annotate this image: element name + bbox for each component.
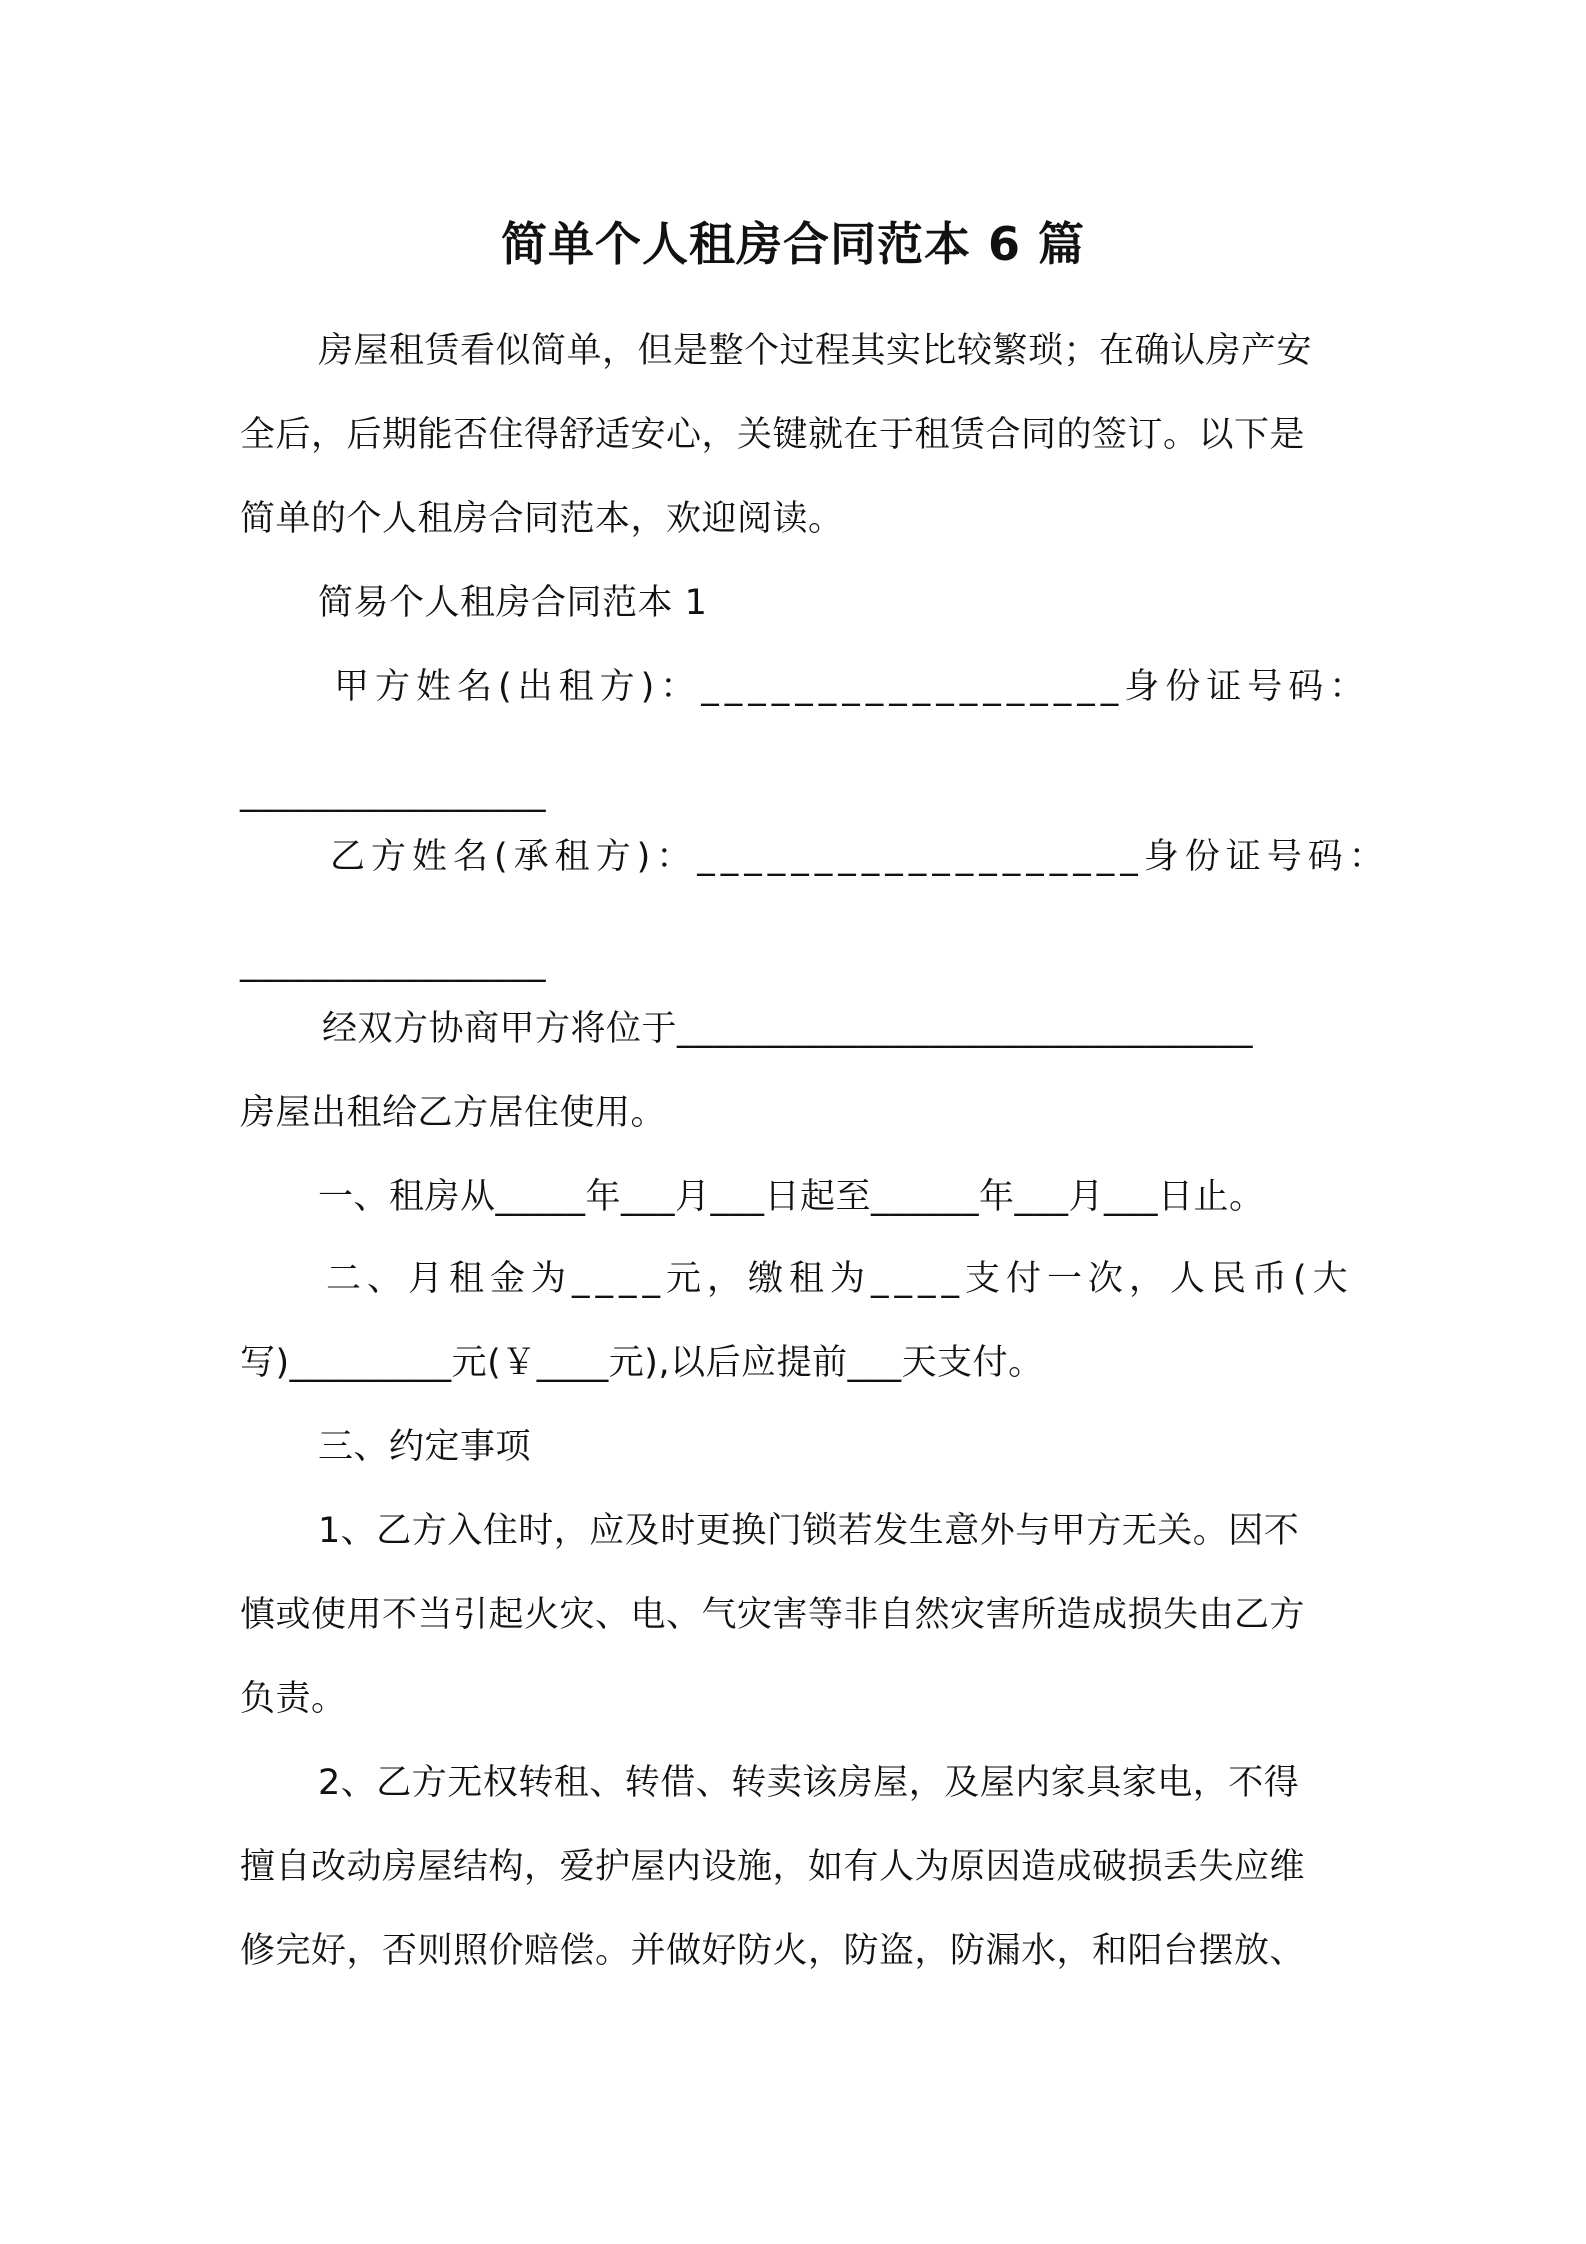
term-line: 一、租房从_____年___月___日起至______年___月___日止。 xyxy=(318,1177,1265,1217)
party-b-id-blank: _________________ xyxy=(240,943,546,983)
clause-2-line-1: 2、乙方无权转租、转借、转卖该房屋，及屋内家具家电，不得 xyxy=(318,1763,1300,1803)
intro-line-2: 全后，后期能否住得舒适安心，关键就在于租赁合同的签订。以下是 xyxy=(240,415,1306,455)
party-b-line: 乙方姓名(承租方)：___________________身份证号码： xyxy=(330,837,1390,877)
section-heading-3: 三、约定事项 xyxy=(318,1427,532,1467)
clause-2-line-2: 擅自改动房屋结构，爱护屋内设施，如有人为原因造成破损丢失应维 xyxy=(240,1847,1306,1887)
party-a-id-blank: _________________ xyxy=(240,773,546,813)
clause-1-line-3: 负责。 xyxy=(240,1679,347,1719)
clause-1-line-2: 慎或使用不当引起火灾、电、气灾害等非自然灾害所造成损失由乙方 xyxy=(240,1595,1306,1635)
document-title: 简单个人租房合同范本 6 篇 xyxy=(500,217,1086,271)
location-line-2: 房屋出租给乙方居住使用。 xyxy=(240,1093,667,1133)
intro-line-3: 简单的个人租房合同范本，欢迎阅读。 xyxy=(240,499,844,539)
rent-line-2: 写)_________元(￥____元),以后应提前___天支付。 xyxy=(240,1343,1044,1383)
location-line: 经双方协商甲方将位于________________________________ xyxy=(322,1009,1254,1049)
rent-line-1: 二、月租金为____元，缴租为____支付一次，人民币(大 xyxy=(326,1259,1354,1299)
section-heading-1: 简易个人租房合同范本 1 xyxy=(318,583,708,623)
intro-line-1: 房屋租赁看似简单，但是整个过程其实比较繁琐；在确认房产安 xyxy=(318,331,1313,371)
party-a-line: 甲方姓名(出租方)：__________________身份证号码： xyxy=(334,667,1371,707)
clause-2-line-3: 修完好，否则照价赔偿。并做好防火，防盗，防漏水，和阳台摆放、 xyxy=(240,1931,1306,1971)
clause-1-line-1: 1、乙方入住时，应及时更换门锁若发生意外与甲方无关。因不 xyxy=(318,1511,1300,1551)
